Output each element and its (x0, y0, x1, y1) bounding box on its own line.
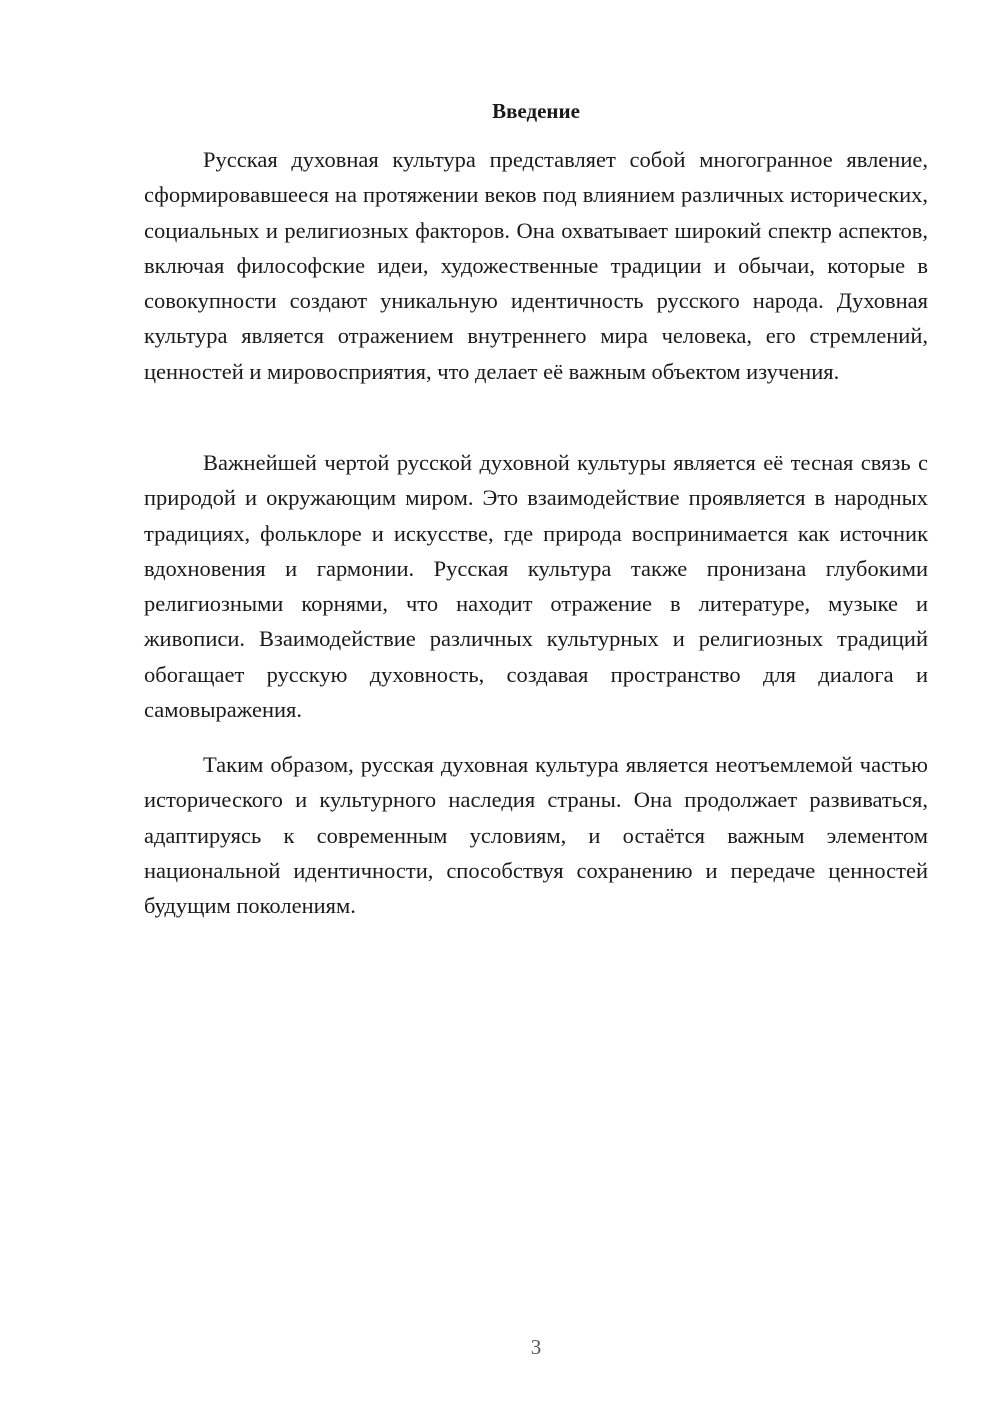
paragraph-2: Важнейшей чертой русской духовной культуры является её тесная связь с природой и окружающим миром. Это взаимодействие проявляется в народных традициях, фольклоре и искусстве, где природа воспринимается как источник вдохновения и гармонии. Русская культура также пронизана глубокими религиозными корнями, что находит отражение в литературе, музыке и живописи. Взаимодействие различных культурных и религиозных традиций обогащает русскую духовность, создавая пространство для диалога и самовыражения. (144, 450, 928, 723)
page-number: 3 (530, 1335, 542, 1359)
section-title: Введение (492, 99, 580, 123)
paragraph-3: Таким образом, русская духовная культура является неотъемлемой частью исторического и культурного наследия страны. Она продолжает развиваться, адаптируясь к современным условиям, и остаётся важным элементом национальной идентичности, способствуя сохранению и передаче ценностей будущим поколениям. (144, 752, 928, 919)
paragraph-1: Русская духовная культура представляет собой многогранное явление, сформировавшееся на протяжении веков под влиянием различных исторических, социальных и религиозных факторов. Она охватывает широкий спектр аспектов, включая философские идеи, художественные традиции и обычаи, которые в совокупности создают уникальную идентичность русского народа. Духовная культура является отражением внутреннего мира человека, его стремлений, ценностей и мировосприятия, что делает её важным объектом изучения. (144, 147, 928, 384)
